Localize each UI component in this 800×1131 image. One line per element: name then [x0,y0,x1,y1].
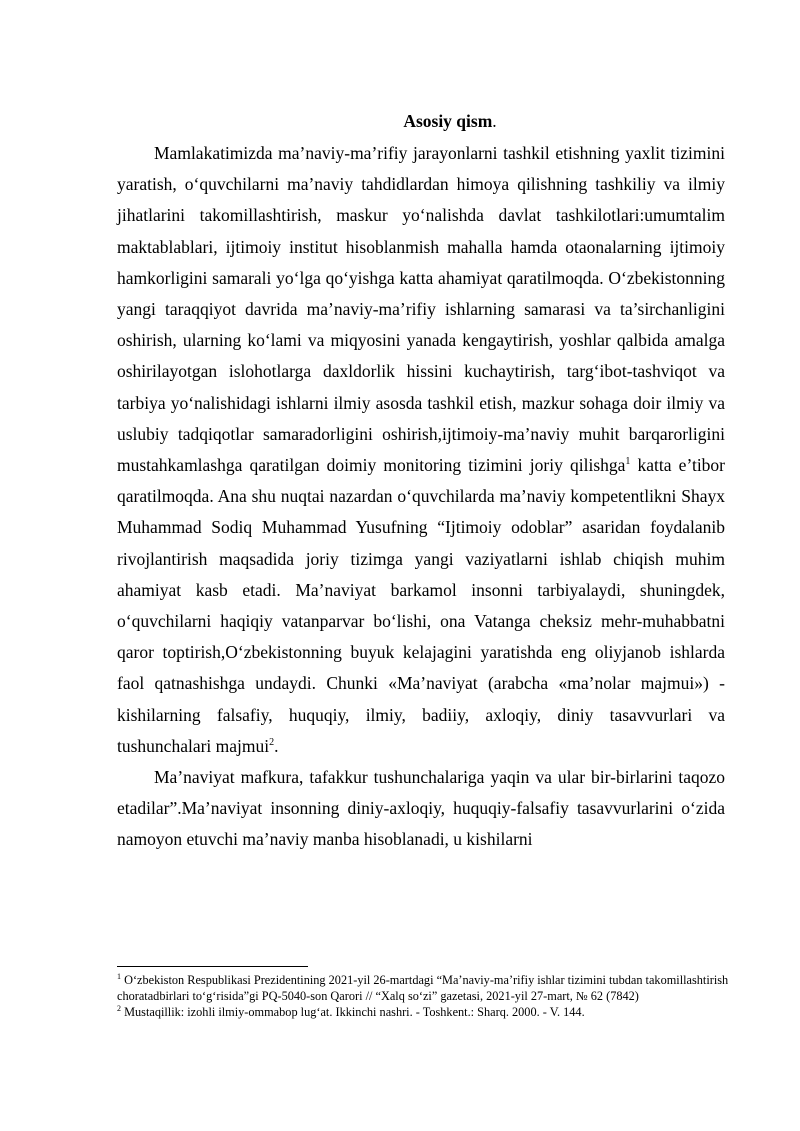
footnote-1-mark: 1 [117,971,121,981]
footnote-1-text: O‘zbekiston Respublikasi Prezidentining 2021-yil 26-martdagi “Ma’naviy-ma’rifiy ishlar tizimini tubdan takomillashtirish choratadbirlari to‘g‘risida”gi PQ-5040-son Qarori // “Xalq so‘zi” gazetasi, 2021-yil 27-mart, № 62 (7842) [117,973,729,1004]
footnote-separator [117,966,308,967]
paragraph-1-text-b: katta e’tibor qaratilmoqda. Ana shu nuqtai nazardan o‘quvchilarda ma’naviy kompetentlikni Shayx Muhammad Sodiq Muhammad Yusufning “Ijtimoiy odoblar” asaridan foydalanib rivojlantirish maqsadida joriy tizimga yangi vaziyatlarni ishlab chiqish muhim ahamiyat kasb etadi. Ma’naviyat barkamol insonni tarbiyalaydi, shuningdek, o‘quvchilarni haqiqiy vatanparvar bo‘lishi, ona Vatanga cheksiz mehr-muhabbatni qaror toptirish,O‘zbekistonning buyuk kelajagini yaratishda eng oliyjanob ishlarda faol qatnashishga undaydi. Chunki «Ma’naviyat (arabcha «ma’nolar majmui») - kishilarning falsafiy, huquqiy, ilmiy, badiiy, axloqiy, diniy tasavvurlari va tushunchalari majmui [117,455,726,756]
section-heading-punct: . [492,111,497,131]
main-body [117,138,725,856]
section-heading-bold: Asosiy qism [403,111,493,131]
footnote-2-mark: 2 [117,1004,121,1014]
body-paragraph-1 [117,138,725,762]
footnote-ref-2: 2 [269,737,275,749]
footnote-1 [117,972,729,1004]
footnote-2-text: Mustaqillik: izohli ilmiy-ommabop lug‘at. Ikkinchi nashri. - Toshkent.: Sharq. 2000. - V. 144. [121,1005,585,1020]
footnote-ref-1: 1 [625,456,631,468]
paragraph-1-text-c: . [274,735,279,756]
section-heading [0,109,800,133]
paragraph-1-text-a: Mamlakatimizda ma’naviy-ma’rifiy jarayonlarni tashkil etishning yaxlit tizimini yaratish, o‘quvchilarni ma’naviy tahdidlardan himoya qilishning tashkiliy va ilmiy jihatlarini takomillashtirish, maskur yo‘nalishda davlat tashkilotlari:umumtalim maktablablari, ijtimoiy institut hisoblanmish mahalla hamda otaonalarning ijtimoiy hamkorligini samarali yo‘lga qo‘yishga katta ahamiyat qaratilmoqda. O‘zbekistonning yangi taraqqiyot davrida ma’naviy-ma’rifiy ishlarning samarasi va ta’sirchanligini oshirish, ularning ko‘lami va miqyosini yanada kengaytirish, yoshlar qalbida amalga oshirilayotgan islohotlarga daxldorlik hissini kuchaytirish, targ‘ibot-tashviqot va tarbiya yo‘nalishidagi ishlarni ilmiy asosda tashkil etish, mazkur sohaga doir ilmiy va uslubiy tadqiqotlar samaradorligini oshirish,ijtimoiy-ma’naviy muhit barqarorligini mustahkamlashga qaratilgan doimiy monitoring tizimini joriy qilishga [117,143,725,476]
footnote-2 [117,1004,729,1020]
body-paragraph-2: Ma’naviyat mafkura, tafakkur tushunchalariga yaqin va ular bir-birlarini taqozo etadilar”.Ma’naviyat insonning diniy-axloqiy, huquqiy-falsafiy tasavvurlarini o‘zida namoyon etuvchi ma’naviy manba hisoblanadi, u kishilarni [117,767,725,850]
footnotes-section [117,972,729,1021]
